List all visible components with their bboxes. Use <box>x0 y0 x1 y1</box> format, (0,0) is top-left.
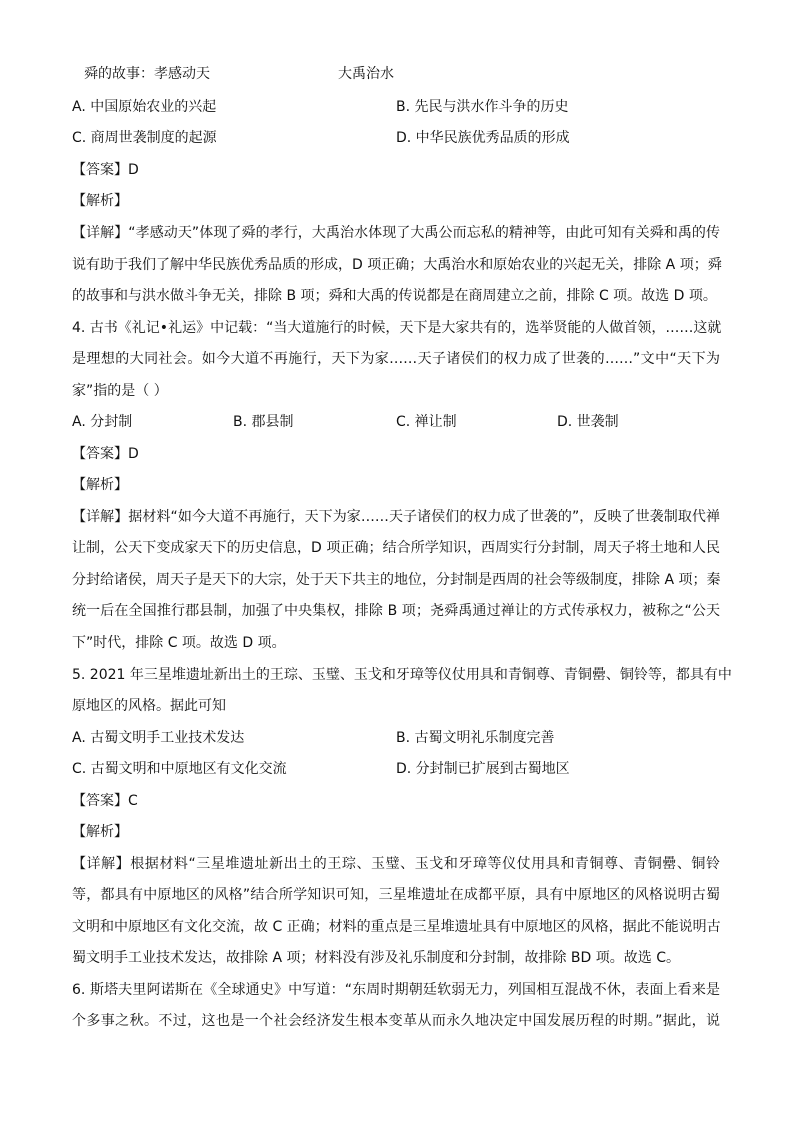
q4-stem-line-2: 是理想的大同社会。如今大道不再施行，天下为家……天子诸侯们的权力成了世袭的……”文中“天下为 <box>72 351 720 367</box>
q5-analysis-label: 【解析】 <box>72 824 128 840</box>
q3-intro-right: 大禹治水 <box>338 66 394 82</box>
q5-option-b: B. 古蜀文明礼乐制度完善 <box>396 730 555 746</box>
q5-detail-line-1: 【详解】根据材料“三星堆遗址新出土的王琮、玉璧、玉戈和牙璋等仪仗用具和青铜尊、青铜罍、铜铃 <box>72 856 720 872</box>
q4-stem-line-1: 4. 古书《礼记•礼运》中记载：“当大道施行的时候，天下是大家共有的，选举贤能的人做首领，……这就 <box>72 320 722 336</box>
q5-detail-line-2: 等，都具有中原地区的风格”结合所学知识可知，三星堆遗址在成都平原，具有中原地区的风格说明古蜀 <box>72 887 720 903</box>
q5-option-a: A. 古蜀文明手工业技术发达 <box>72 730 245 746</box>
q3-detail-line-2: 说有助于我们了解中华民族优秀品质的形成，D 项正确；大禹治水和原始农业的兴起无关，排除 A 项；舜 <box>72 257 722 273</box>
q3-option-b: B. 先民与洪水作斗争的历史 <box>396 99 569 115</box>
q5-detail-line-3: 文明和中原地区有文化交流，故 C 正确；材料的重点是三星堆遗址具有中原地区的风格，据此不能说明古 <box>72 919 721 935</box>
q4-analysis-label: 【解析】 <box>72 477 128 493</box>
q3-detail-line-1: 【详解】“孝感动天”体现了舜的孝行，大禹治水体现了大禹公而忘私的精神等，由此可知有关舜和禹的传 <box>72 225 720 241</box>
q4-option-a: A. 分封制 <box>72 414 133 430</box>
q4-option-b: B. 郡县制 <box>233 414 294 430</box>
q5-option-d: D. 分封制已扩展到古蜀地区 <box>396 761 570 777</box>
q4-detail-line-1: 【详解】据材料“如今大道不再施行，天下为家……天子诸侯们的权力成了世袭的”，反映了世袭制取代禅 <box>72 509 720 525</box>
q4-option-d: D. 世袭制 <box>557 414 619 430</box>
q4-stem-line-3: 家”指的是（ ） <box>72 383 168 399</box>
q3-option-a: A. 中国原始农业的兴起 <box>72 99 217 115</box>
q4-detail-line-2: 让制，公天下变成家天下的历史信息，D 项正确；结合所学知识，西周实行分封制，周天子将土地和人民 <box>72 540 720 556</box>
q5-stem-line-2: 原地区的风格。据此可知 <box>72 698 226 714</box>
q4-detail-line-3: 分封给诸侯，周天子是天下的大宗，处于天下共主的地位，分封制是西周的社会等级制度，排除 A 项；秦 <box>72 572 721 588</box>
q3-option-d: D. 中华民族优秀品质的形成 <box>396 130 570 146</box>
q4-answer: 【答案】D <box>72 446 139 462</box>
q5-detail-line-4: 蜀文明手工业技术发达，故排除 A 项；材料没有涉及礼乐制度和分封制，故排除 BD 项。故选 C。 <box>72 950 680 966</box>
q6-stem-line-1: 6. 斯塔夫里阿诺斯在《全球通史》中写道：“东周时期朝廷软弱无力，列国相互混战不休，表面上看来是 <box>72 982 720 998</box>
q5-option-c: C. 古蜀文明和中原地区有文化交流 <box>72 761 287 777</box>
q3-answer: 【答案】D <box>72 162 139 178</box>
q3-analysis-label: 【解析】 <box>72 193 128 209</box>
q4-option-c: C. 禅让制 <box>396 414 457 430</box>
q4-detail-line-5: 下”时代，排除 C 项。故选 D 项。 <box>72 635 286 651</box>
q5-stem-line-1: 5. 2021 年三星堆遗址新出土的王琮、玉璧、玉戈和牙璋等仪仗用具和青铜尊、青铜罍、铜铃等，都具有中 <box>72 667 732 683</box>
q3-detail-line-3: 的故事和与洪水做斗争无关，排除 B 项；舜和大禹的传说都是在商周建立之前，排除 C 项。故选 D 项。 <box>72 288 717 304</box>
q3-intro-left: 舜的故事：孝感动天 <box>84 66 210 82</box>
q4-detail-line-4: 统一后在全国推行郡县制，加强了中央集权，排除 B 项；尧舜禹通过禅让的方式传承权力，被称之“公天 <box>72 603 720 619</box>
q6-stem-line-2: 个多事之秋。不过，这也是一个社会经济发生根本变革从而永久地决定中国发展历程的时期。”据此，说 <box>72 1013 720 1029</box>
q3-option-c: C. 商周世袭制度的起源 <box>72 130 217 146</box>
q5-answer: 【答案】C <box>72 793 138 809</box>
